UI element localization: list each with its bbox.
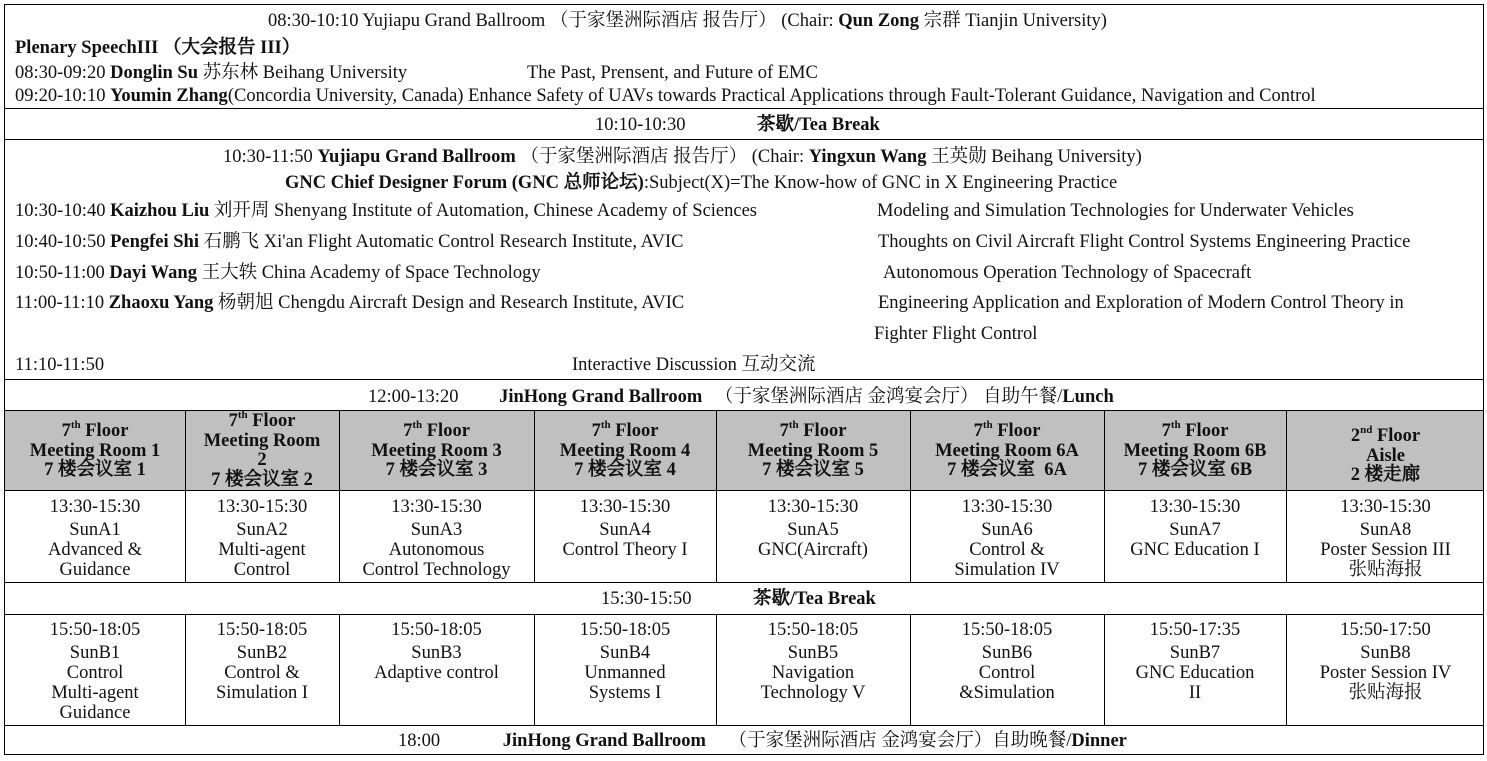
discussion-time: 11:10-11:50 (15, 355, 105, 375)
chair-name: Yingxun Wang (808, 147, 927, 167)
session-cell-sunb5[interactable]: 15:50-18:05 SunB5 Navigation Technology V (760, 620, 866, 703)
room-header-2: 7th Floor Meeting Room 2 7 楼会议室 2 (203, 409, 321, 490)
session-cell-suna3[interactable]: 13:30-15:30 SunA3 Autonomous Control Technology (362, 497, 511, 580)
forum-talk (15, 231, 683, 253)
schedule-table (4, 4, 1484, 755)
dinner-venue: JinHong Grand Ballroom (502, 731, 706, 751)
session-cell-sunb3[interactable]: 15:50-18:05 SunB3 Adaptive control (374, 620, 499, 683)
tea-break-label: 茶歇/Tea Break (757, 115, 880, 135)
plenary-talk (15, 62, 407, 84)
chair-affiliation: 宗群 Tianjin University) (918, 11, 1107, 31)
talk-speaker: Donglin Su (110, 63, 198, 83)
room-header-6a: 7th Floor Meeting Room 6A 7 楼会议室 6A (935, 419, 1079, 480)
session-cell-sunb1[interactable]: 15:50-18:05 SunB1 Control Multi-agent Guidance (49, 620, 141, 723)
forum-talk-title: Thoughts on Civil Aircraft Flight Control Systems Engineering Practice (878, 232, 1411, 252)
session-cell-suna4[interactable]: 13:30-15:30 SunA4 Control Theory I (562, 497, 688, 560)
room-header-5: 7th Floor Meeting Room 5 7 楼会议室 5 (747, 419, 879, 480)
dinner-time: 18:00 (398, 731, 441, 751)
talk-time: 11:00-11:10 (15, 293, 105, 313)
plenary-venue: Yujiapu Grand Ballroom (362, 11, 546, 31)
lunch-row (368, 386, 1114, 408)
forum-talk (15, 200, 757, 222)
session-cell-suna5[interactable]: 13:30-15:30 SunA5 GNC(Aircraft) (758, 497, 868, 560)
talk-speaker: Dayi Wang (109, 263, 197, 283)
plenary-title: Plenary SpeechIII （大会报告 III） (15, 38, 301, 58)
forum-talk-title: Modeling and Simulation Technologies for Underwater Vehicles (877, 201, 1354, 221)
forum-talk-title: Engineering Application and Exploration of Modern Control Theory in (878, 293, 1404, 313)
tea-break-time: 15:30-15:50 (601, 589, 692, 609)
plenary-talk-title: The Past, Prensent, and Future of EMC (527, 63, 818, 83)
lunch-venue-cn: （于家堡洲际酒店 金鸿宴会厅） 自助午餐/ (714, 387, 1063, 407)
forum-header (223, 146, 1142, 168)
session-cell-suna8[interactable]: 13:30-15:30 SunA8 Poster Session III 张贴海报 (1320, 497, 1451, 580)
room-header-4: 7th Floor Meeting Room 4 7 楼会议室 4 (559, 419, 691, 480)
session-cell-sunb7[interactable]: 15:50-17:35 SunB7 GNC Education II (1135, 620, 1255, 703)
talk-affiliation: 苏东林 Beihang University (198, 63, 408, 83)
talk-affiliation: 王大轶 China Academy of Space Technology (196, 263, 541, 283)
session-cell-sunb4[interactable]: 15:50-18:05 SunB4 Unmanned Systems I (579, 620, 671, 703)
talk-time: 10:30-10:40 (15, 201, 106, 221)
divider (5, 725, 1483, 726)
plenary-talk-title: Enhance Safety of UAVs towards Practical Applications through Fault-Tolerant Guidance, Navigation and Control (468, 86, 1316, 106)
talk-speaker: Youmin Zhang (110, 86, 228, 106)
divider (5, 490, 1483, 491)
room-header-aisle: 2nd Floor Aisle 2 楼走廊 (1350, 424, 1421, 485)
forum-talk-title: Autonomous Operation Technology of Spacecraft (883, 263, 1252, 283)
dinner-row (398, 730, 1127, 752)
plenary-header (268, 10, 1107, 32)
dinner-label: Dinner (1071, 731, 1127, 751)
talk-affiliation: 杨朝旭 Chengdu Aircraft Design and Research Institute, AVIC (213, 293, 685, 313)
chair-prefix: (Chair: (781, 11, 839, 31)
dinner-venue-cn: （于家堡洲际酒店 金鸿宴会厅）自助晚餐/ (728, 731, 1072, 751)
forum-talk-title-cont: Fighter Flight Control (874, 324, 1038, 344)
session-cell-suna2[interactable]: 13:30-15:30 SunA2 Multi-agent Control (216, 497, 308, 580)
tea-break-label: 茶歇/Tea Break (753, 589, 876, 609)
tea-break-time: 10:10-10:30 (595, 115, 686, 135)
session-cell-suna1[interactable]: 13:30-15:30 SunA1 Advanced & Guidance (47, 497, 142, 580)
forum-venue: Yujiapu Grand Ballroom (317, 147, 516, 167)
divider (5, 379, 1483, 380)
room-header-1: 7th Floor Meeting Room 1 7 楼会议室 1 (29, 419, 161, 480)
plenary-time: 08:30-10:10 (268, 11, 359, 31)
session-cell-sunb2[interactable]: 15:50-18:05 SunB2 Control & Simulation I (216, 620, 308, 703)
talk-speaker: Pengfei Shi (110, 232, 199, 252)
talk-time: 10:40-10:50 (15, 232, 106, 252)
talk-time: 09:20-10:10 (15, 86, 106, 106)
chair-prefix: (Chair: (751, 147, 809, 167)
session-cell-suna6[interactable]: 13:30-15:30 SunA6 Control & Simulation IV (954, 497, 1060, 580)
divider (5, 582, 1483, 583)
room-header-3: 7th Floor Meeting Room 3 7 楼会议室 3 (371, 419, 502, 480)
forum-title-bold: GNC Chief Designer Forum (GNC 总师论坛) (285, 173, 644, 193)
forum-subject: :Subject(X)=The Know-how of GNC in X Engineering Practice (643, 173, 1118, 193)
forum-talk (15, 262, 541, 284)
forum-venue-cn: （于家堡洲际酒店 报告厅） (520, 147, 748, 167)
divider (5, 139, 1483, 140)
forum-talk (15, 292, 684, 314)
talk-speaker: Zhaoxu Yang (108, 293, 214, 313)
lunch-label: Lunch (1062, 387, 1114, 407)
talk-affiliation: 石鹏飞 Xi'an Flight Automatic Control Research Institute, AVIC (198, 232, 684, 252)
session-cell-suna7[interactable]: 13:30-15:30 SunA7 GNC Education I (1130, 497, 1260, 560)
plenary-venue-cn: （于家堡洲际酒店 报告厅） (549, 11, 777, 31)
talk-affiliation: 刘开周 Shenyang Institute of Automation, Chinese Academy of Sciences (209, 201, 758, 221)
divider (5, 614, 1483, 615)
forum-title (285, 172, 1117, 194)
talk-time: 08:30-09:20 (15, 63, 106, 83)
room-header-6b: 7th Floor Meeting Room 6B 7 楼会议室 6B (1123, 419, 1267, 480)
lunch-time: 12:00-13:20 (368, 387, 459, 407)
chair-name: Qun Zong (838, 11, 919, 31)
chair-affiliation: 王英勋 Beihang University) (926, 147, 1142, 167)
talk-time: 10:50-11:00 (15, 263, 105, 283)
talk-speaker: Kaizhou Liu (110, 201, 210, 221)
divider (5, 410, 1483, 411)
plenary-talk (15, 85, 1316, 107)
session-cell-sunb6[interactable]: 15:50-18:05 SunB6 Control &Simulation (959, 620, 1055, 703)
divider (5, 108, 1483, 109)
discussion-label: Interactive Discussion 互动交流 (572, 355, 816, 375)
session-cell-sunb8[interactable]: 15:50-17:50 SunB8 Poster Session IV 张贴海报 (1319, 620, 1452, 703)
forum-time: 10:30-11:50 (223, 147, 313, 167)
lunch-venue: JinHong Grand Ballroom (499, 387, 703, 407)
talk-affiliation: (Concordia University, Canada) (227, 86, 464, 106)
